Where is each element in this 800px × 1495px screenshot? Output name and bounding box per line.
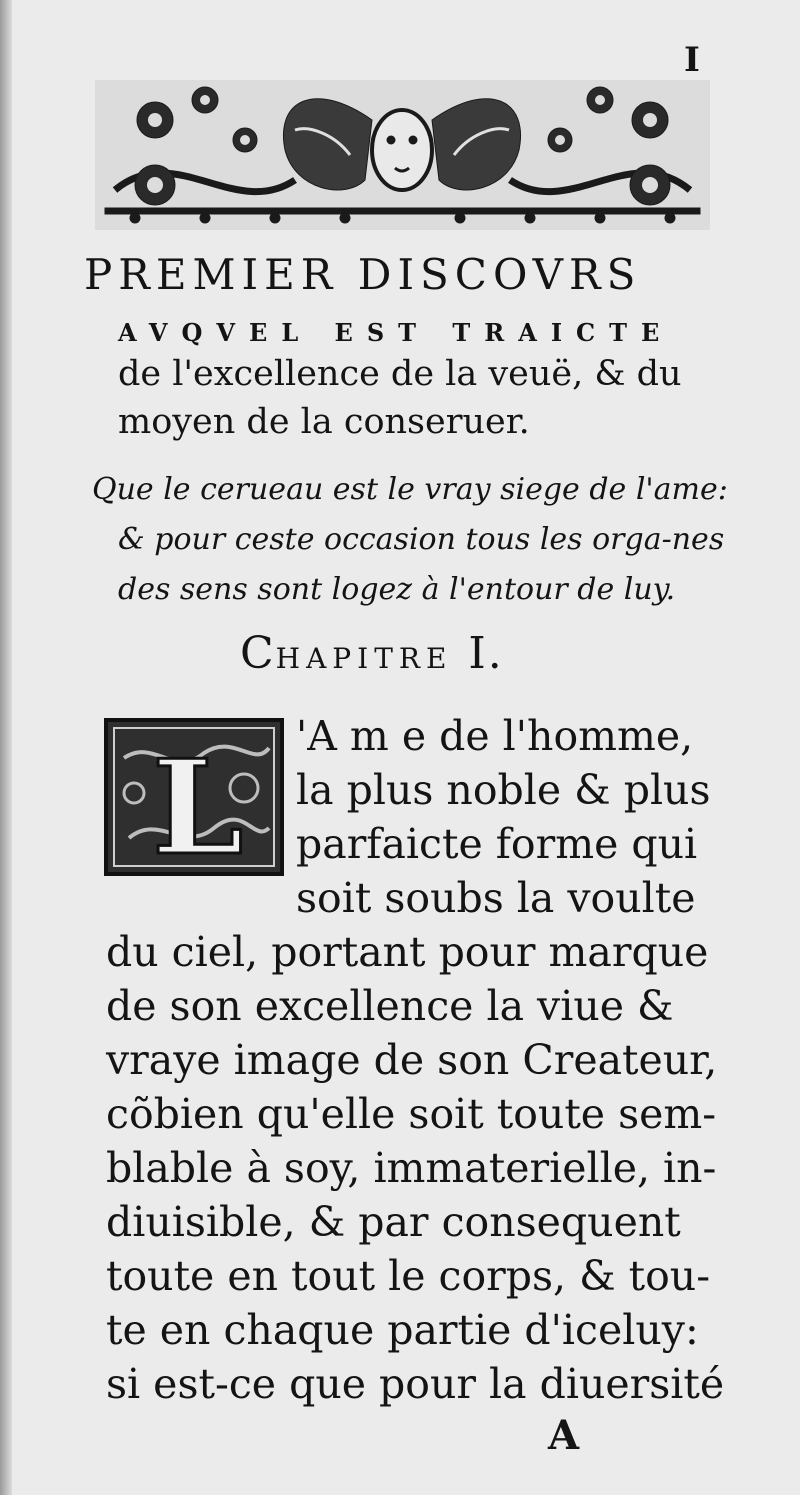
body-text-line: diuisible, & par consequent	[106, 1198, 681, 1246]
discourse-subtitle-line: moyen de la conseruer.	[118, 402, 530, 442]
body-text-line: la plus noble & plus	[296, 766, 711, 814]
body-text-line: de son excellence la viue &	[106, 982, 674, 1030]
dropcap-letter: L	[152, 731, 244, 876]
argument-line: & pour ceste occasion tous les orga-nes	[118, 522, 725, 557]
page-binding-edge	[0, 0, 12, 1495]
argument-line: des sens sont logez à l'entour de luy.	[118, 572, 676, 607]
body-text-line: cõbien qu'elle soit toute sem-	[106, 1090, 717, 1138]
signature-mark: A	[548, 1412, 580, 1459]
chapter-heading	[240, 628, 504, 679]
dropcap-ornament	[104, 718, 284, 876]
body-text-line: soit soubs la voulte	[296, 874, 696, 922]
body-text-line: si est-ce que pour la diuersité	[106, 1360, 725, 1408]
chapter-word-rest: HAPITRE	[275, 642, 453, 675]
body-text-line: 'A m e de l'homme,	[296, 712, 694, 760]
body-text-line: vraye image de son Createur,	[106, 1036, 718, 1084]
body-text-line: blable à soy, immaterielle, in-	[106, 1144, 717, 1192]
body-text-line: te en chaque partie d'iceluy:	[106, 1306, 699, 1354]
chapter-numeral: I.	[468, 628, 504, 679]
body-text-line: du ciel, portant pour marque	[106, 928, 709, 976]
discourse-title: PREMIER DISCOVRS	[84, 250, 642, 299]
body-text-line: parfaicte forme qui	[296, 820, 698, 868]
chapter-initial: C	[240, 628, 276, 679]
headpiece-ornament	[95, 80, 710, 230]
discourse-subtitle-line: de l'excellence de la veuë, & du	[118, 354, 682, 394]
page-number: I	[684, 40, 700, 80]
argument-line: Que le cerueau est le vray siege de l'ame:	[92, 472, 728, 507]
body-text-line: toute en tout le corps, & tou-	[106, 1252, 711, 1300]
dropcap-frame	[104, 718, 284, 876]
discourse-subtitle-caps: AVQVEL EST TRAICTE	[118, 318, 674, 347]
